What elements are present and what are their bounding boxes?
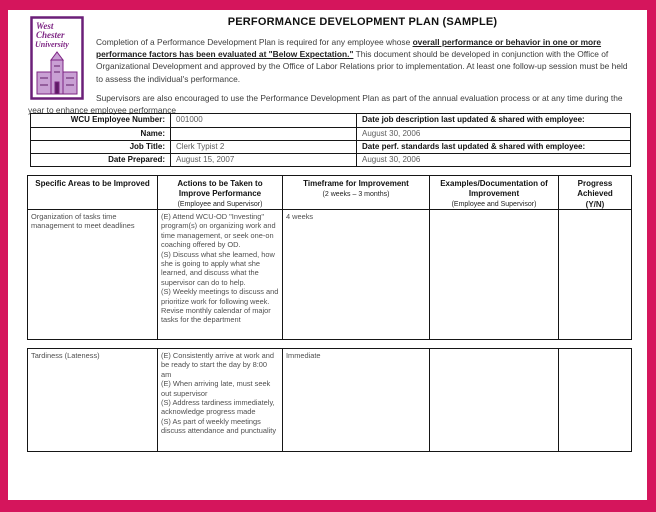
employee-number-value: 001000: [171, 114, 357, 127]
row2-examples-cell: [430, 349, 559, 451]
row2-actions-cell: (E) Consistently arrive at work and be ready to start the day by 8:00 am (E) When arriving late, must seek out supervisor (S) Address tardiness immediately, acknowledge progress made (S) As part of weekly meetings discuss attendance and punctuality: [158, 349, 283, 451]
employee-number-label: WCU Employee Number:: [31, 114, 171, 127]
header-timeframe: Timeframe for Improvement (2 weeks – 3 months): [283, 176, 430, 209]
svg-text:University: University: [35, 40, 69, 49]
document-header: [28, 12, 629, 116]
perf-standards-date-label: Date perf. standards last updated & shared with employee:: [357, 140, 630, 153]
name-label: Name:: [31, 127, 171, 140]
row1-actions-cell: (E) Attend WCU-OD "Investing" program(s) on organizing work and time management, or seek one-on coaching offered by OD. (S) Discuss what she learned, how she is going to apply what she learned, and discuss what the supervisor can do to help. (S) Weekly meetings to discuss and prioritize work for following week. Revise monthly calendar of major tasks for the department: [158, 210, 283, 339]
row1-timeframe-cell: 4 weeks: [283, 210, 430, 339]
perf-standards-date-value: August 30, 2006: [357, 153, 630, 166]
job-desc-date-label: Date job description last updated & shared with employee:: [362, 115, 585, 124]
header-progress: Progress Achieved (Y/N): [577, 179, 613, 209]
employee-info-table: [30, 113, 631, 167]
svg-text:West: West: [36, 21, 54, 31]
header-specific-areas: Specific Areas to be Improved: [28, 176, 158, 209]
table-row: [27, 209, 632, 340]
header-actions: Actions to be Taken to Improve Performance (Employee and Supervisor): [158, 176, 283, 209]
header-examples: Examples/Documentation of Improvement (Employee and Supervisor): [430, 176, 559, 209]
intro-paragraph-1: [28, 36, 629, 85]
job-title-label: Job Title:: [31, 140, 171, 153]
page-title: PERFORMANCE DEVELOPMENT PLAN (SAMPLE): [227, 16, 498, 28]
name-value: [171, 127, 357, 140]
date-prepared-label: Date Prepared:: [31, 153, 171, 166]
job-title-value: Clerk Typist 2: [171, 140, 357, 153]
row1-area-cell: Organization of tasks time management to meet deadlines: [28, 210, 158, 339]
row2-area-cell: Tardiness (Lateness): [28, 349, 158, 451]
plan-table: [27, 175, 632, 452]
university-logo: [30, 16, 84, 100]
university-building-icon: [30, 16, 84, 100]
plan-table-header-row: [27, 175, 632, 210]
intro-p1-before: Completion of a Performance Development Plan is required for any employee whose: [96, 37, 413, 47]
row1-examples-cell: [430, 210, 559, 339]
table-row: [27, 348, 632, 452]
date-prepared-value: August 15, 2007: [171, 153, 357, 166]
row2-timeframe-cell: Immediate: [283, 349, 430, 451]
row1-progress-cell: [559, 210, 631, 339]
row2-progress-cell: [559, 349, 631, 451]
job-desc-date-value: August 30, 2006: [357, 127, 630, 140]
intro-p1-emphasis: overall performance or behavior in one or more performance factors has been evaluated at "Below Expectation.": [96, 37, 602, 60]
intro-paragraph-2: Supervisors are also encouraged to use the Performance Development Plan as part of the annual evaluation process or at any time during the year to enhance employee performance: [28, 92, 623, 116]
intro-p1-after: This document should be developed in conjunction with the Office of Organizational Development and approved by the Office of Labor Relations prior to implementation. At least one follow-up session must be held to assess the individual's performance.: [96, 49, 628, 84]
svg-text:Chester: Chester: [36, 30, 65, 40]
